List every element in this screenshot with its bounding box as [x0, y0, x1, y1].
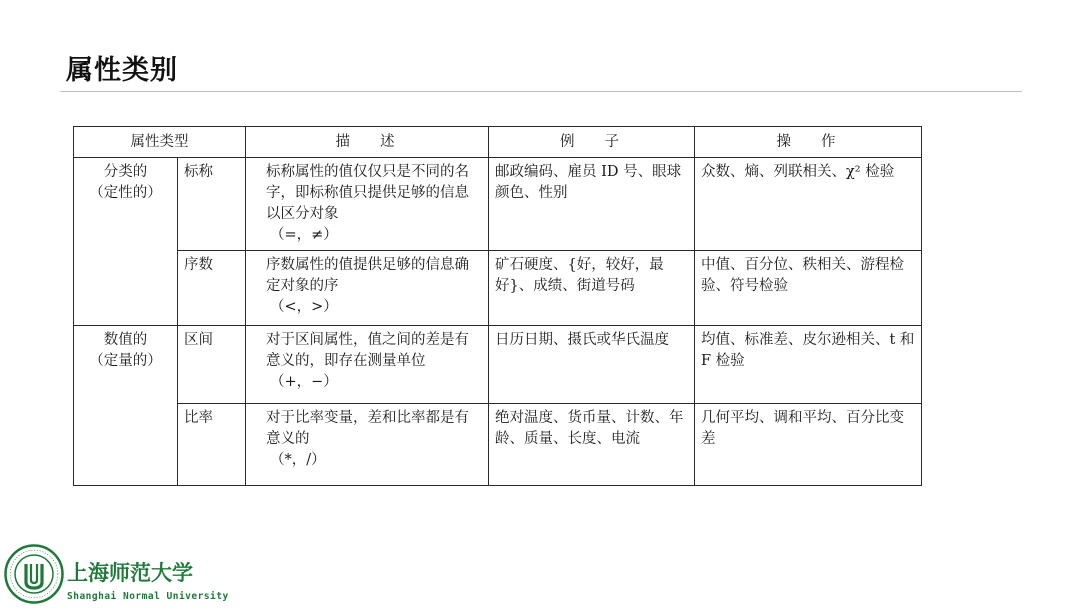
- group-label-categorical: [74, 158, 178, 326]
- row-description: [246, 403, 489, 485]
- title-divider: [60, 91, 1022, 92]
- row-description: [246, 325, 489, 403]
- row-operations: 中值、百分位、秩相关、游程检验、符号检验: [695, 251, 922, 325]
- description-text: 对于比率变量，差和比率都是有意义的: [266, 409, 469, 447]
- row-operations: 均值、标准差、皮尔逊相关、t 和 F 检验: [695, 325, 922, 403]
- table-row: [74, 158, 922, 251]
- group-label-line: 分类的: [103, 164, 148, 180]
- description-text: 标称属性的值仅仅只是不同的名字，即标称值只提供足够的信息以区分对象: [266, 164, 469, 222]
- university-seal-icon: [4, 544, 64, 604]
- row-examples: 邮政编码、雇员 ID 号、眼球颜色、性别: [489, 158, 695, 251]
- group-label-line: 数值的: [103, 331, 148, 348]
- group-label-numeric: [74, 325, 178, 486]
- description-symbols: （<，>）: [270, 299, 338, 316]
- row-type-nominal: 标称: [178, 158, 246, 251]
- description-text: 序数属性的值提供足够的信息确定对象的序: [266, 257, 469, 295]
- description-symbols: （+，−）: [270, 373, 338, 390]
- row-operations: 众数、熵、列联相关、χ² 检验: [695, 158, 922, 251]
- table-header-row: [74, 127, 922, 158]
- row-description: [246, 251, 489, 325]
- row-operations: 几何平均、调和平均、百分比变差: [695, 403, 922, 485]
- table-row: [74, 325, 922, 403]
- description-symbols: （*，/）: [270, 451, 326, 468]
- attribute-types-table: [73, 126, 922, 486]
- row-type-ordinal: 序数: [178, 251, 246, 325]
- row-examples: 日历日期、摄氏或华氏温度: [489, 325, 695, 403]
- university-name-cn: 上海师范大学: [67, 561, 193, 585]
- slide-title: 属性类别: [66, 55, 178, 86]
- row-examples: 矿石硬度、{好，较好，最好}、成绩、街道号码: [489, 251, 695, 325]
- university-seal-logo: [4, 544, 64, 604]
- attribute-table-container: [73, 126, 921, 486]
- row-type-interval: 区间: [178, 325, 246, 403]
- row-type-ratio: 比率: [178, 403, 246, 485]
- header-examples: 例子: [489, 127, 695, 158]
- header-operations: 操作: [695, 127, 922, 158]
- description-symbols: （=，≠）: [270, 227, 338, 243]
- table-row: [74, 251, 922, 325]
- row-description: [246, 158, 489, 251]
- row-examples: 绝对温度、货币量、计数、年龄、质量、长度、电流: [489, 403, 695, 485]
- header-attribute-type: 属性类型: [74, 127, 246, 158]
- group-label-line: （定性的）: [89, 185, 162, 201]
- header-description: 描述: [246, 127, 489, 158]
- description-text: 对于区间属性，值之间的差是有意义的，即存在测量单位: [266, 331, 469, 369]
- university-name-en: Shanghai Normal University: [67, 591, 229, 602]
- group-label-line: （定量的）: [89, 352, 162, 369]
- table-row: [74, 403, 922, 485]
